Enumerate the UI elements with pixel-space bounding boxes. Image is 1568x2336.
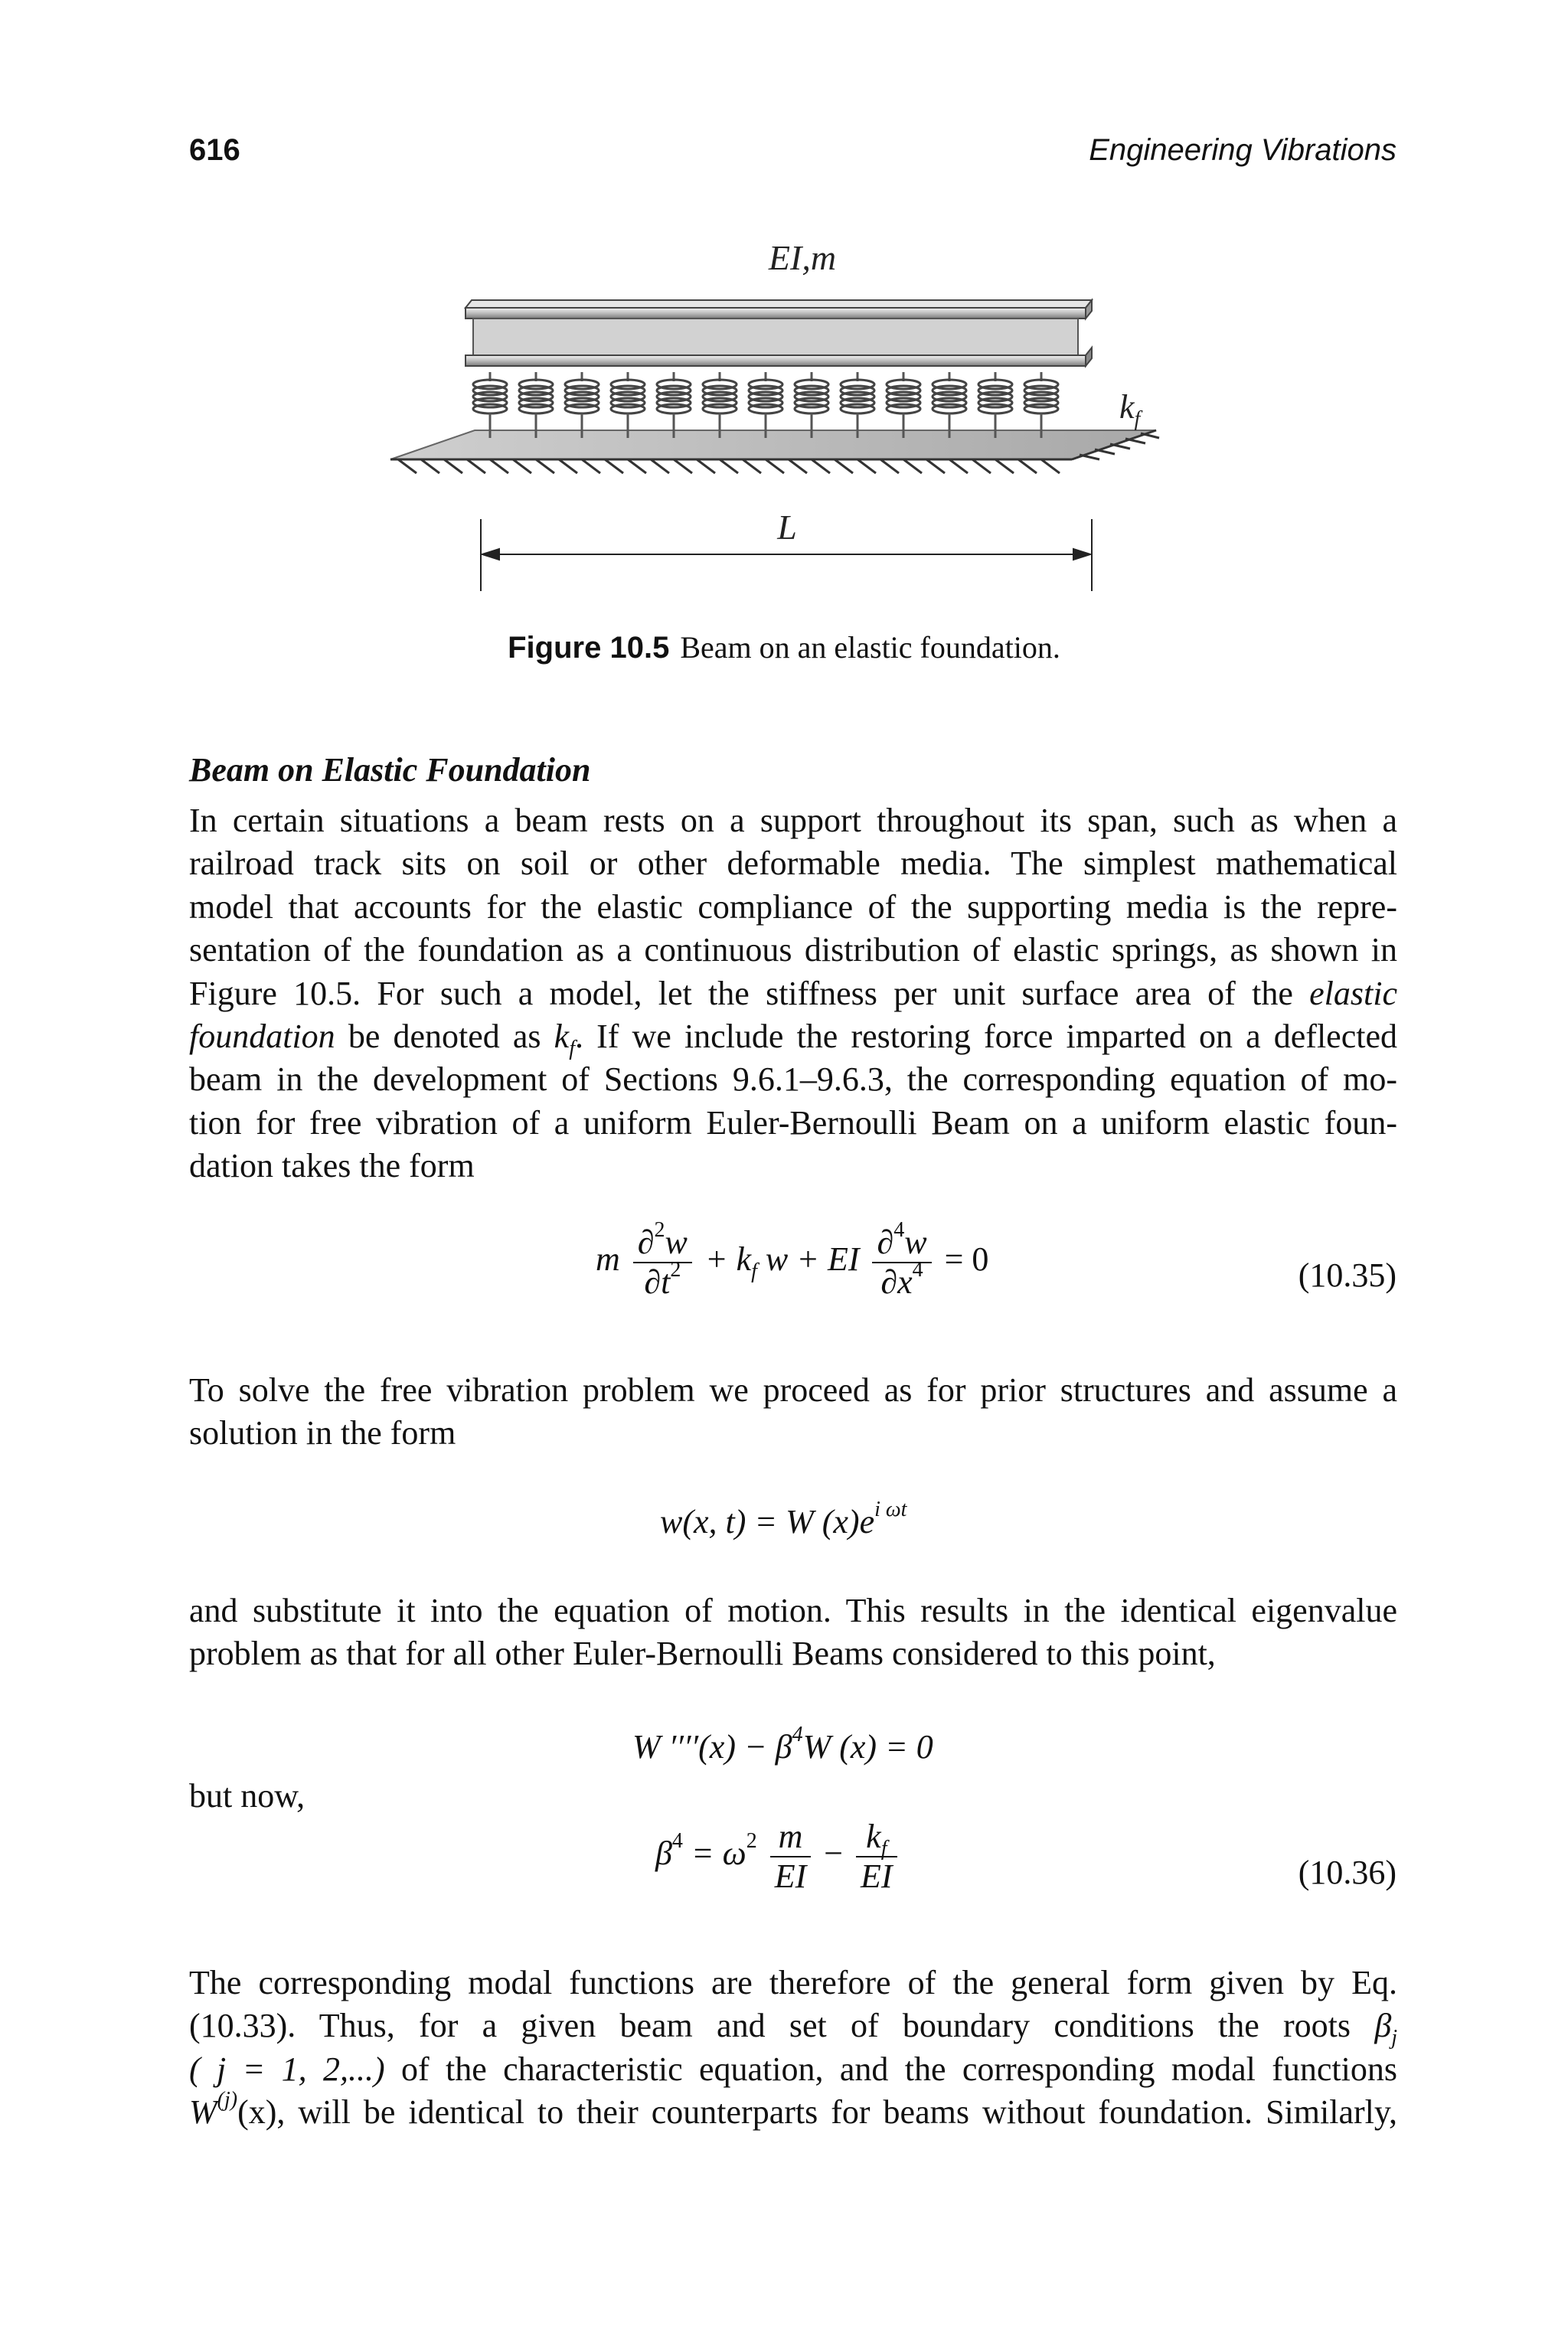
text-line: beam in the development of Sections 9.6.1–9.6.3, the corresponding equation of mo- <box>189 1060 1397 1099</box>
text-line: sentation of the foundation as a continuous distribution of elastic springs, as shown in <box>189 931 1397 969</box>
paragraph-intro <box>189 799 1397 1188</box>
text-line: railroad track sits on soil or other deformable media. The simplest mathematical <box>189 845 1397 883</box>
section-heading: Beam on Elastic Foundation <box>189 751 591 789</box>
springs <box>473 372 1058 438</box>
equation-10-35: m $\frac{\partial^2w}{\partial t^2}$ + $k_f$ w + EI $\frac{\partial^4w}{\partial x^4}$ = 0 <box>596 1218 989 1301</box>
text-line: problem as that for all other Euler-Bernoulli Beams considered to this point, <box>189 1635 1216 1673</box>
text-line: dation takes the form <box>189 1147 475 1185</box>
paragraph-solution <box>189 1369 1397 1456</box>
caption-label: Figure 10.5 <box>508 631 670 665</box>
text-line: tion for free vibration of a uniform Euler-Bernoulli Beam on a uniform elastic foun- <box>189 1103 1397 1142</box>
beam <box>466 300 1092 366</box>
text-line: In certain situations a beam rests on a support throughout its span, such as when a <box>189 802 1397 839</box>
equation-eigenvalue: W $''''(x) - \beta^4W$ (x) = 0 <box>632 1723 933 1766</box>
span-label: L <box>777 508 797 547</box>
text-line: solution in the form <box>189 1414 456 1452</box>
text-line: and substitute it into the equation of motion. This results in the identical eigenvalue <box>189 1592 1397 1629</box>
running-head: Engineering Vibrations <box>1089 133 1396 167</box>
text-line: The corresponding modal functions are therefore of the general form given by Eq. <box>189 1964 1397 2001</box>
beam-label: EI,m <box>768 238 837 277</box>
text-line: ( j = 1, 2,...) of the characteristic equation, and the corresponding modal functions <box>189 2050 1397 2088</box>
paragraph-modal-functions <box>189 1962 1397 2135</box>
text-line: Figure 10.5. For such a model, let the stiffness per unit surface area of the elastic <box>189 974 1398 1012</box>
equation-10-36: $\beta^4 = \omega^2$ $\frac{m}{EI}$ − $\frac{k_f}{EI}$ <box>655 1818 902 1896</box>
text-line: foundation be denoted as $k_f$. If we include the restoring force imparted on a deflected <box>189 1017 1397 1060</box>
caption-text: Beam on an elastic foundation. <box>680 630 1060 665</box>
text-line: model that accounts for the elastic compliance of the supporting media is the repre- <box>189 887 1397 926</box>
figure-drawing <box>368 230 1240 597</box>
equation-number: (10.35) <box>1298 1256 1396 1294</box>
text-line: (10.33). Thus, for a given beam and set of boundary conditions the roots $\beta_j$ <box>189 2007 1398 2050</box>
equation-solution-form: w(x, t) = W $(x)e^{i \omega t}$ <box>660 1498 907 1540</box>
text-line: To solve the free vibration problem we proceed as for prior structures and assume a <box>189 1371 1397 1409</box>
but-now-text: but now, <box>189 1777 305 1815</box>
paragraph-substitute <box>189 1589 1397 1676</box>
equation-number: (10.36) <box>1298 1854 1396 1891</box>
figure-caption <box>0 629 1568 665</box>
figure-beam-on-foundation <box>368 230 1240 597</box>
text-line: $W^{(j)}(x)$, will be identical to their counterparts for beams without foundation. Similarly, <box>189 2088 1397 2132</box>
spring-stiffness-label: $k_f$ <box>1119 388 1141 431</box>
page-number: 616 <box>189 133 240 167</box>
